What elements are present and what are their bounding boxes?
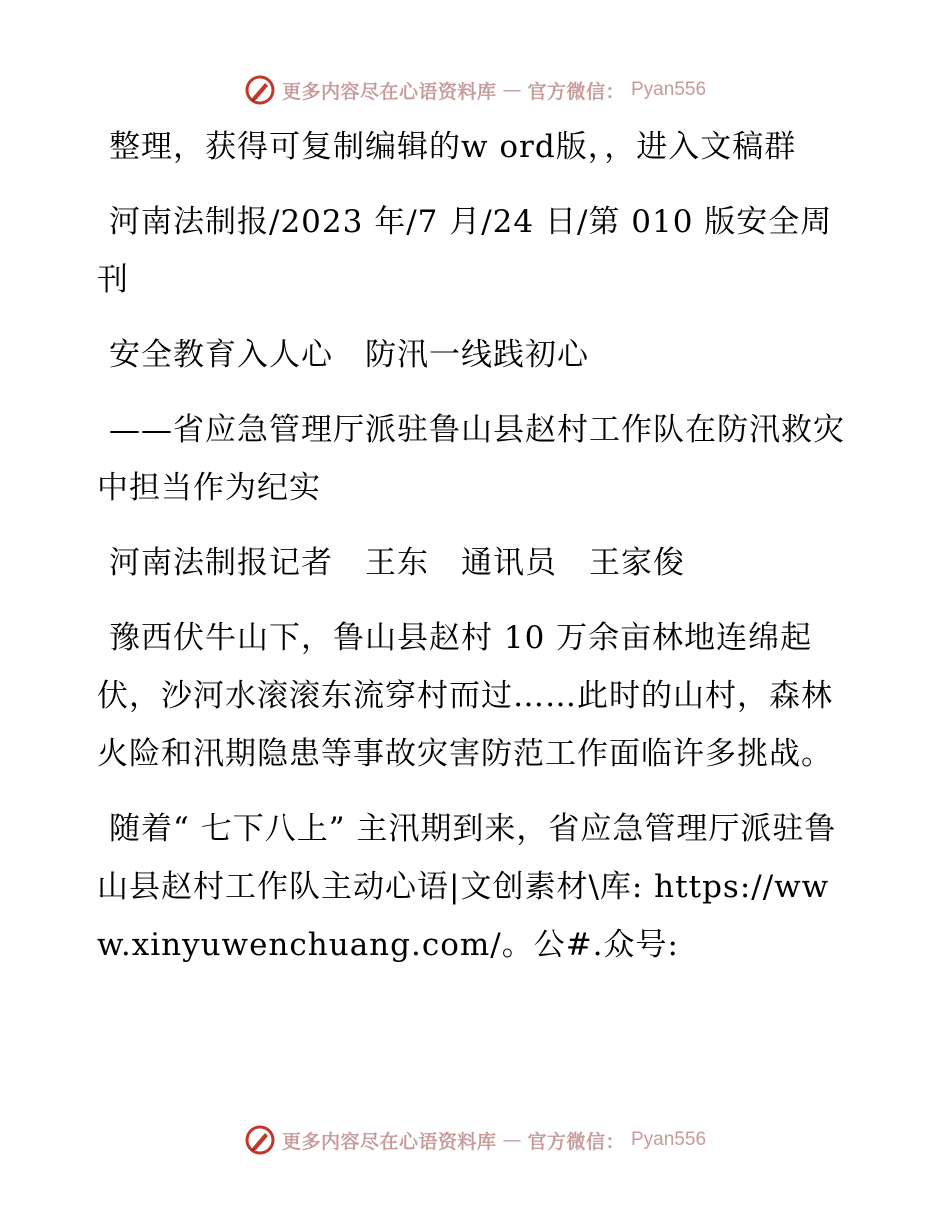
paragraph-source-line: 河南法制报/2023 年/7 月/24 日/第 010 版安全周刊 xyxy=(97,204,833,298)
watermark-text: 更多内容尽在心语资料库 xyxy=(281,80,497,103)
paragraph-body-1: 豫西伏牛山下，鲁山县赵村 10 万余亩林地连绵起伏，沙河水滚滚东流穿村而过……此时的山村，森林火险和汛期隐患等事故灾害防范工作面临许多挑战。 xyxy=(97,620,833,772)
paragraph-body-2: 随着“ 七下八上” 主汛期到来，省应急管理厅派驻鲁山县赵村工作队主动心语|文创素材\库: https://www.xinyuwenchuang.com/。公#.众号: xyxy=(97,811,837,963)
watermark-label: 官方微信： xyxy=(527,80,625,103)
pen-logo-icon xyxy=(244,74,276,106)
footer-watermark xyxy=(0,1120,950,1160)
watermark-separator: — xyxy=(502,1129,522,1151)
document-body xyxy=(97,118,857,991)
pen-logo-icon xyxy=(244,1124,276,1156)
watermark-account: Pyan556 xyxy=(631,79,707,100)
article-title: 安全教育入人心 防汛一线践初心 xyxy=(109,337,589,373)
watermark-text: 更多内容尽在心语资料库 xyxy=(281,1130,497,1153)
header-watermark xyxy=(0,70,950,110)
watermark-separator: — xyxy=(502,79,522,101)
paragraph-intro-note: 整理，获得可复制编辑的w ord版，，进入文稿群 xyxy=(109,129,797,165)
watermark-label: 官方微信： xyxy=(527,1130,625,1153)
article-subtitle: ——省应急管理厅派驻鲁山县赵村工作队在防汛救灾中担当作为纪实 xyxy=(97,412,845,506)
article-byline: 河南法制报记者 王东 通讯员 王家俊 xyxy=(109,545,685,581)
watermark-account: Pyan556 xyxy=(631,1129,707,1150)
